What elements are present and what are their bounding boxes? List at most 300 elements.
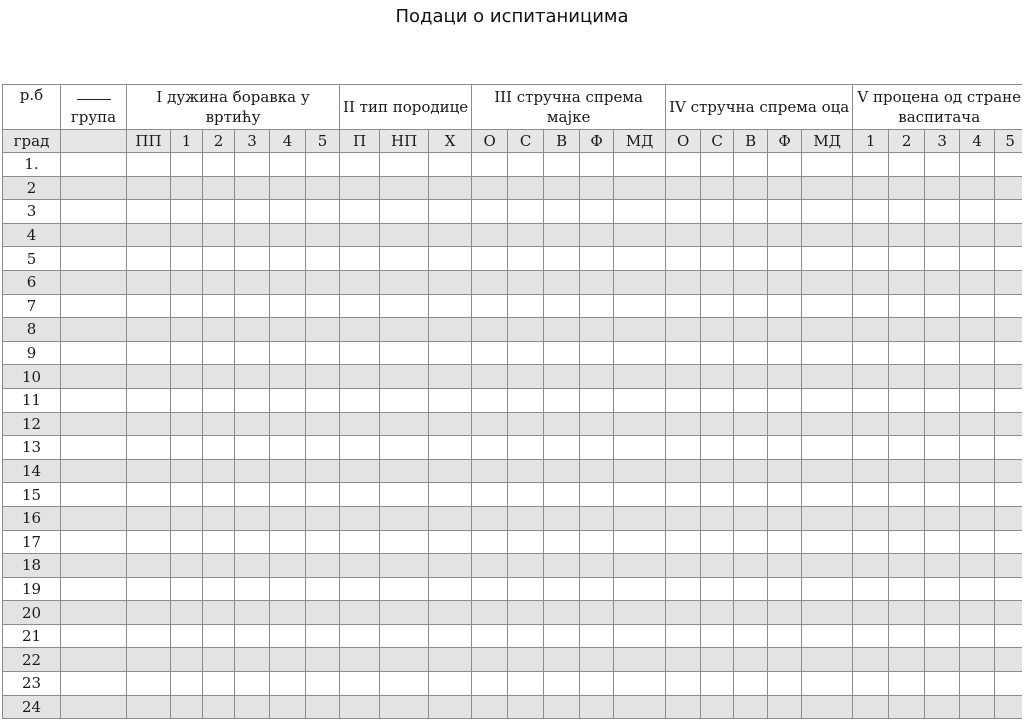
answer-cell[interactable] (544, 200, 580, 224)
answer-cell[interactable] (429, 412, 472, 436)
answer-cell[interactable] (235, 695, 270, 719)
answer-cell[interactable] (853, 341, 889, 365)
answer-cell[interactable] (203, 506, 235, 530)
answer-cell[interactable] (380, 695, 429, 719)
answer-cell[interactable] (925, 577, 960, 601)
answer-cell[interactable] (925, 601, 960, 625)
answer-cell[interactable] (995, 270, 1022, 294)
answer-cell[interactable] (544, 530, 580, 554)
answer-cell[interactable] (544, 624, 580, 648)
answer-cell[interactable] (802, 153, 853, 177)
answer-cell[interactable] (235, 388, 270, 412)
answer-cell[interactable] (429, 388, 472, 412)
answer-cell[interactable] (306, 459, 340, 483)
answer-cell[interactable] (995, 365, 1022, 389)
answer-cell[interactable] (768, 459, 802, 483)
answer-cell[interactable] (889, 577, 925, 601)
answer-cell[interactable] (544, 577, 580, 601)
answer-cell[interactable] (429, 601, 472, 625)
answer-cell[interactable] (995, 554, 1022, 578)
answer-cell[interactable] (580, 436, 614, 460)
answer-cell[interactable] (171, 200, 203, 224)
answer-cell[interactable] (429, 294, 472, 318)
answer-cell[interactable] (734, 294, 768, 318)
group-cell[interactable] (61, 648, 127, 672)
answer-cell[interactable] (802, 554, 853, 578)
answer-cell[interactable] (235, 601, 270, 625)
answer-cell[interactable] (235, 412, 270, 436)
answer-cell[interactable] (889, 153, 925, 177)
answer-cell[interactable] (127, 247, 171, 271)
answer-cell[interactable] (270, 601, 306, 625)
answer-cell[interactable] (270, 388, 306, 412)
answer-cell[interactable] (380, 648, 429, 672)
answer-cell[interactable] (203, 436, 235, 460)
answer-cell[interactable] (380, 270, 429, 294)
answer-cell[interactable] (429, 577, 472, 601)
group-cell[interactable] (61, 624, 127, 648)
answer-cell[interactable] (203, 695, 235, 719)
answer-cell[interactable] (508, 436, 544, 460)
answer-cell[interactable] (508, 483, 544, 507)
answer-cell[interactable] (306, 223, 340, 247)
answer-cell[interactable] (270, 695, 306, 719)
answer-cell[interactable] (768, 412, 802, 436)
answer-cell[interactable] (171, 247, 203, 271)
answer-cell[interactable] (802, 412, 853, 436)
answer-cell[interactable] (853, 577, 889, 601)
answer-cell[interactable] (171, 341, 203, 365)
answer-cell[interactable] (270, 554, 306, 578)
answer-cell[interactable] (701, 388, 734, 412)
answer-cell[interactable] (380, 341, 429, 365)
answer-cell[interactable] (380, 318, 429, 342)
answer-cell[interactable] (580, 459, 614, 483)
answer-cell[interactable] (666, 506, 701, 530)
answer-cell[interactable] (380, 176, 429, 200)
answer-cell[interactable] (203, 294, 235, 318)
answer-cell[interactable] (340, 672, 380, 696)
answer-cell[interactable] (127, 153, 171, 177)
answer-cell[interactable] (508, 176, 544, 200)
answer-cell[interactable] (995, 483, 1022, 507)
answer-cell[interactable] (508, 153, 544, 177)
answer-cell[interactable] (734, 412, 768, 436)
answer-cell[interactable] (802, 176, 853, 200)
answer-cell[interactable] (380, 412, 429, 436)
answer-cell[interactable] (235, 530, 270, 554)
answer-cell[interactable] (666, 223, 701, 247)
answer-cell[interactable] (270, 365, 306, 389)
answer-cell[interactable] (127, 412, 171, 436)
answer-cell[interactable] (544, 648, 580, 672)
answer-cell[interactable] (853, 365, 889, 389)
answer-cell[interactable] (472, 483, 508, 507)
answer-cell[interactable] (429, 648, 472, 672)
answer-cell[interactable] (853, 270, 889, 294)
answer-cell[interactable] (802, 223, 853, 247)
answer-cell[interactable] (802, 341, 853, 365)
answer-cell[interactable] (472, 247, 508, 271)
answer-cell[interactable] (203, 223, 235, 247)
answer-cell[interactable] (340, 648, 380, 672)
answer-cell[interactable] (995, 388, 1022, 412)
answer-cell[interactable] (925, 341, 960, 365)
answer-cell[interactable] (802, 294, 853, 318)
answer-cell[interactable] (768, 341, 802, 365)
answer-cell[interactable] (889, 270, 925, 294)
answer-cell[interactable] (853, 530, 889, 554)
answer-cell[interactable] (995, 176, 1022, 200)
answer-cell[interactable] (203, 388, 235, 412)
answer-cell[interactable] (235, 365, 270, 389)
answer-cell[interactable] (340, 577, 380, 601)
answer-cell[interactable] (734, 672, 768, 696)
answer-cell[interactable] (666, 695, 701, 719)
answer-cell[interactable] (995, 601, 1022, 625)
answer-cell[interactable] (580, 365, 614, 389)
answer-cell[interactable] (171, 506, 203, 530)
answer-cell[interactable] (340, 436, 380, 460)
answer-cell[interactable] (580, 153, 614, 177)
answer-cell[interactable] (853, 436, 889, 460)
answer-cell[interactable] (925, 412, 960, 436)
answer-cell[interactable] (270, 176, 306, 200)
answer-cell[interactable] (701, 294, 734, 318)
answer-cell[interactable] (580, 270, 614, 294)
answer-cell[interactable] (853, 294, 889, 318)
group-cell[interactable] (61, 695, 127, 719)
answer-cell[interactable] (340, 412, 380, 436)
answer-cell[interactable] (544, 506, 580, 530)
answer-cell[interactable] (853, 412, 889, 436)
answer-cell[interactable] (701, 577, 734, 601)
answer-cell[interactable] (508, 200, 544, 224)
answer-cell[interactable] (380, 577, 429, 601)
answer-cell[interactable] (853, 554, 889, 578)
answer-cell[interactable] (889, 223, 925, 247)
answer-cell[interactable] (235, 672, 270, 696)
answer-cell[interactable] (889, 365, 925, 389)
answer-cell[interactable] (768, 648, 802, 672)
answer-cell[interactable] (614, 318, 666, 342)
answer-cell[interactable] (580, 601, 614, 625)
answer-cell[interactable] (889, 318, 925, 342)
answer-cell[interactable] (508, 247, 544, 271)
answer-cell[interactable] (580, 200, 614, 224)
answer-cell[interactable] (171, 223, 203, 247)
answer-cell[interactable] (472, 672, 508, 696)
answer-cell[interactable] (340, 176, 380, 200)
answer-cell[interactable] (203, 672, 235, 696)
answer-cell[interactable] (960, 294, 995, 318)
answer-cell[interactable] (925, 318, 960, 342)
answer-cell[interactable] (472, 436, 508, 460)
answer-cell[interactable] (889, 341, 925, 365)
answer-cell[interactable] (614, 176, 666, 200)
answer-cell[interactable] (270, 318, 306, 342)
answer-cell[interactable] (734, 459, 768, 483)
answer-cell[interactable] (472, 530, 508, 554)
answer-cell[interactable] (340, 341, 380, 365)
answer-cell[interactable] (701, 648, 734, 672)
answer-cell[interactable] (580, 341, 614, 365)
answer-cell[interactable] (995, 412, 1022, 436)
answer-cell[interactable] (734, 223, 768, 247)
answer-cell[interactable] (925, 200, 960, 224)
answer-cell[interactable] (203, 365, 235, 389)
answer-cell[interactable] (429, 624, 472, 648)
answer-cell[interactable] (544, 270, 580, 294)
answer-cell[interactable] (853, 695, 889, 719)
answer-cell[interactable] (960, 365, 995, 389)
answer-cell[interactable] (960, 506, 995, 530)
answer-cell[interactable] (768, 695, 802, 719)
answer-cell[interactable] (306, 200, 340, 224)
group-cell[interactable] (61, 294, 127, 318)
answer-cell[interactable] (666, 483, 701, 507)
answer-cell[interactable] (960, 223, 995, 247)
answer-cell[interactable] (270, 648, 306, 672)
answer-cell[interactable] (306, 648, 340, 672)
answer-cell[interactable] (802, 459, 853, 483)
answer-cell[interactable] (380, 624, 429, 648)
group-cell[interactable] (61, 459, 127, 483)
answer-cell[interactable] (614, 459, 666, 483)
answer-cell[interactable] (768, 506, 802, 530)
answer-cell[interactable] (853, 648, 889, 672)
answer-cell[interactable] (171, 365, 203, 389)
answer-cell[interactable] (544, 672, 580, 696)
answer-cell[interactable] (889, 388, 925, 412)
answer-cell[interactable] (925, 270, 960, 294)
answer-cell[interactable] (306, 388, 340, 412)
answer-cell[interactable] (925, 648, 960, 672)
answer-cell[interactable] (171, 318, 203, 342)
group-cell[interactable] (61, 601, 127, 625)
answer-cell[interactable] (853, 672, 889, 696)
answer-cell[interactable] (544, 223, 580, 247)
answer-cell[interactable] (580, 483, 614, 507)
answer-cell[interactable] (925, 530, 960, 554)
answer-cell[interactable] (235, 270, 270, 294)
answer-cell[interactable] (960, 247, 995, 271)
answer-cell[interactable] (701, 223, 734, 247)
answer-cell[interactable] (580, 624, 614, 648)
answer-cell[interactable] (614, 672, 666, 696)
answer-cell[interactable] (853, 223, 889, 247)
answer-cell[interactable] (270, 483, 306, 507)
answer-cell[interactable] (171, 436, 203, 460)
answer-cell[interactable] (768, 624, 802, 648)
answer-cell[interactable] (889, 176, 925, 200)
answer-cell[interactable] (306, 506, 340, 530)
answer-cell[interactable] (960, 530, 995, 554)
answer-cell[interactable] (306, 318, 340, 342)
answer-cell[interactable] (472, 294, 508, 318)
answer-cell[interactable] (171, 412, 203, 436)
answer-cell[interactable] (270, 624, 306, 648)
answer-cell[interactable] (270, 436, 306, 460)
answer-cell[interactable] (544, 436, 580, 460)
answer-cell[interactable] (701, 530, 734, 554)
answer-cell[interactable] (127, 459, 171, 483)
answer-cell[interactable] (340, 153, 380, 177)
answer-cell[interactable] (768, 176, 802, 200)
answer-cell[interactable] (235, 341, 270, 365)
answer-cell[interactable] (380, 200, 429, 224)
answer-cell[interactable] (734, 577, 768, 601)
answer-cell[interactable] (995, 294, 1022, 318)
answer-cell[interactable] (889, 459, 925, 483)
answer-cell[interactable] (768, 601, 802, 625)
answer-cell[interactable] (701, 200, 734, 224)
answer-cell[interactable] (666, 554, 701, 578)
answer-cell[interactable] (614, 554, 666, 578)
answer-cell[interactable] (734, 200, 768, 224)
answer-cell[interactable] (429, 506, 472, 530)
answer-cell[interactable] (203, 412, 235, 436)
answer-cell[interactable] (960, 436, 995, 460)
answer-cell[interactable] (580, 176, 614, 200)
answer-cell[interactable] (508, 459, 544, 483)
answer-cell[interactable] (580, 294, 614, 318)
answer-cell[interactable] (666, 412, 701, 436)
answer-cell[interactable] (235, 176, 270, 200)
answer-cell[interactable] (235, 648, 270, 672)
answer-cell[interactable] (925, 294, 960, 318)
answer-cell[interactable] (127, 601, 171, 625)
answer-cell[interactable] (889, 530, 925, 554)
answer-cell[interactable] (306, 270, 340, 294)
answer-cell[interactable] (960, 388, 995, 412)
answer-cell[interactable] (768, 153, 802, 177)
answer-cell[interactable] (306, 530, 340, 554)
answer-cell[interactable] (306, 436, 340, 460)
answer-cell[interactable] (580, 412, 614, 436)
answer-cell[interactable] (614, 200, 666, 224)
answer-cell[interactable] (171, 648, 203, 672)
answer-cell[interactable] (127, 554, 171, 578)
answer-cell[interactable] (701, 483, 734, 507)
answer-cell[interactable] (995, 247, 1022, 271)
answer-cell[interactable] (614, 530, 666, 554)
answer-cell[interactable] (508, 577, 544, 601)
answer-cell[interactable] (544, 412, 580, 436)
answer-cell[interactable] (853, 483, 889, 507)
answer-cell[interactable] (614, 436, 666, 460)
answer-cell[interactable] (235, 223, 270, 247)
group-cell[interactable] (61, 577, 127, 601)
answer-cell[interactable] (802, 695, 853, 719)
answer-cell[interactable] (340, 624, 380, 648)
answer-cell[interactable] (925, 223, 960, 247)
answer-cell[interactable] (614, 624, 666, 648)
answer-cell[interactable] (734, 318, 768, 342)
answer-cell[interactable] (235, 459, 270, 483)
answer-cell[interactable] (960, 695, 995, 719)
answer-cell[interactable] (127, 577, 171, 601)
answer-cell[interactable] (544, 153, 580, 177)
answer-cell[interactable] (802, 506, 853, 530)
answer-cell[interactable] (472, 624, 508, 648)
answer-cell[interactable] (701, 318, 734, 342)
answer-cell[interactable] (429, 459, 472, 483)
answer-cell[interactable] (734, 153, 768, 177)
answer-cell[interactable] (472, 506, 508, 530)
answer-cell[interactable] (544, 176, 580, 200)
group-cell[interactable] (61, 530, 127, 554)
answer-cell[interactable] (768, 388, 802, 412)
answer-cell[interactable] (768, 365, 802, 389)
answer-cell[interactable] (340, 318, 380, 342)
group-cell[interactable] (61, 483, 127, 507)
answer-cell[interactable] (802, 247, 853, 271)
answer-cell[interactable] (666, 365, 701, 389)
answer-cell[interactable] (889, 412, 925, 436)
answer-cell[interactable] (340, 506, 380, 530)
answer-cell[interactable] (235, 200, 270, 224)
answer-cell[interactable] (666, 601, 701, 625)
answer-cell[interactable] (340, 270, 380, 294)
answer-cell[interactable] (889, 247, 925, 271)
answer-cell[interactable] (580, 695, 614, 719)
answer-cell[interactable] (306, 247, 340, 271)
answer-cell[interactable] (768, 294, 802, 318)
answer-cell[interactable] (614, 412, 666, 436)
answer-cell[interactable] (544, 554, 580, 578)
answer-cell[interactable] (853, 247, 889, 271)
answer-cell[interactable] (802, 672, 853, 696)
answer-cell[interactable] (127, 436, 171, 460)
answer-cell[interactable] (853, 601, 889, 625)
answer-cell[interactable] (925, 483, 960, 507)
answer-cell[interactable] (270, 341, 306, 365)
answer-cell[interactable] (127, 388, 171, 412)
answer-cell[interactable] (614, 648, 666, 672)
answer-cell[interactable] (614, 341, 666, 365)
answer-cell[interactable] (580, 530, 614, 554)
answer-cell[interactable] (802, 318, 853, 342)
answer-cell[interactable] (171, 483, 203, 507)
answer-cell[interactable] (701, 341, 734, 365)
group-cell[interactable] (61, 412, 127, 436)
answer-cell[interactable] (889, 601, 925, 625)
group-cell[interactable] (61, 176, 127, 200)
answer-cell[interactable] (544, 601, 580, 625)
answer-cell[interactable] (925, 365, 960, 389)
answer-cell[interactable] (853, 624, 889, 648)
answer-cell[interactable] (701, 436, 734, 460)
answer-cell[interactable] (306, 672, 340, 696)
answer-cell[interactable] (306, 341, 340, 365)
answer-cell[interactable] (802, 577, 853, 601)
answer-cell[interactable] (768, 530, 802, 554)
answer-cell[interactable] (995, 153, 1022, 177)
answer-cell[interactable] (235, 577, 270, 601)
answer-cell[interactable] (802, 601, 853, 625)
answer-cell[interactable] (203, 318, 235, 342)
answer-cell[interactable] (340, 695, 380, 719)
answer-cell[interactable] (306, 624, 340, 648)
answer-cell[interactable] (666, 648, 701, 672)
answer-cell[interactable] (508, 554, 544, 578)
group-cell[interactable] (61, 153, 127, 177)
answer-cell[interactable] (925, 695, 960, 719)
answer-cell[interactable] (734, 530, 768, 554)
answer-cell[interactable] (429, 341, 472, 365)
answer-cell[interactable] (380, 247, 429, 271)
